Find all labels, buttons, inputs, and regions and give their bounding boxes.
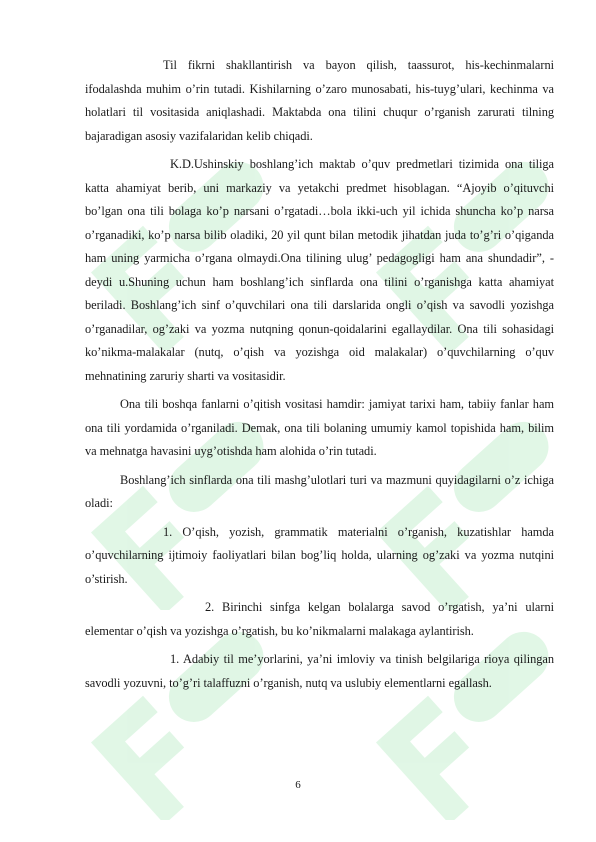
page-number: 6: [295, 779, 301, 791]
list-item-2: 2. Birinchi sinfga kelgan bolalarga savod o’rgatish, ya’ni ularni elementar o’qish va yozishga o’rgatish, bu ko’nikmalarni malakaga aylantirish.: [85, 600, 554, 638]
paragraph-3: Ona tili boshqa fanlarni o’qitish vositasi hamdir: jamiyat tarixi ham, tabiiy fanlar ham ona tili yordamida o’rganiladi. Demak, ona tili bolaning umumiy kamol topishida ham, bilim va mehnatga havasini uyg’otishda ham alohida o’rin tutadi.: [85, 397, 554, 458]
body-text: [85, 54, 554, 695]
paragraph-1: Til fikrni shakllantirish va bayon qilish, taassurot, his-kechinmalarni ifodalashda muhim o’rin tutadi. Kishilarning o’zaro munosabati, his-tuyg’ulari, kechinma va holatlari til vositasida aniqlashadi. Maktabda ona tilini chuqur o’rganish zarurati tilning bajaradigan asosiy vazifalaridan kelib chiqadi.: [85, 58, 554, 143]
list-item-1: 1. O’qish, yozish, grammatik materialni o’rganish, kuzatishlar hamda o’quvchilarning ijtimoiy faoliyatlari bilan bog’liq holda, ularning og’zaki va yozma nutqini o’stirish.: [85, 524, 554, 586]
paragraph-4: Boshlang’ich sinflarda ona tili mashg’ulotlari turi va mazmuni quyidagilarni o’z ichiga oladi:: [85, 472, 554, 510]
paragraph-2: K.D.Ushinskiy boshlang’ich maktab o’quv predmetlari tizimida ona tiliga katta ahamiyat berib, uni markaziy va yetakchi predmet hisoblagan. “Ajoyib o’qituvchi bo’lgan ona tili bolaga ko’p narsani o’rgatadi…bola ikki-uch yil ichida shuncha ko’p narsa o’rganadiki, ko’p narsa bilib oladiki, 20 yil qunt bilan metodik jihatdan juda to’g’ri o’qiganda ham uning yarmicha o’rgana olmaydi.Ona tilining ulug’ pedagogligi ham ana shundadir”, - deydi u.Shuning uchun ham boshlang’ich sinflarda ona tilini o’rganishga katta ahamiyat beriladi. Boshlang’ich sinf o’quvchilari ona tili darslarida ongli o’qish va savodli yozishga o’rganadilar, og’zaki va yozma nutqning qonun-qoidalarini egallaydilar. Ona tili sohasidagi ko’nikma-malakalar (nutq, o’qish va yozishga oid malakalar) o’quvchilarning o’quv mehnatining zaruriy sharti va vositasidir.: [85, 157, 554, 383]
list-item-3: 1. Adabiy til me’yorlarini, ya’ni imloviy va tinish belgilariga rioya qilingan savodli yozuvni, to’g’ri talaffuzni o’rganish, nutq va uslubiy elementlarni egallash.: [85, 652, 554, 690]
